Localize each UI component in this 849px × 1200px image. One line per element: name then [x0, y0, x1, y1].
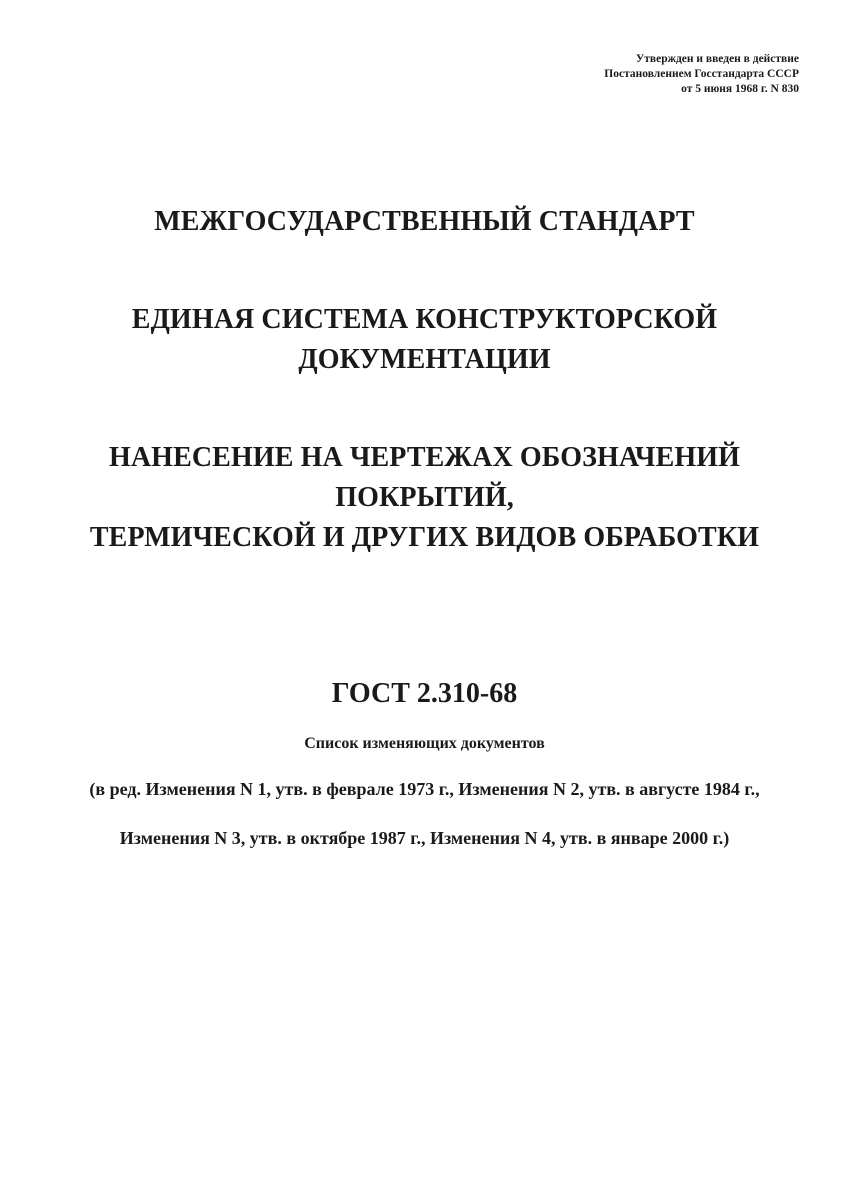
- document-title-line-1: НАНЕСЕНИЕ НА ЧЕРТЕЖАХ ОБОЗНАЧЕНИЙ: [108, 442, 740, 473]
- system-name-line-2: ДОКУМЕНТАЦИИ: [298, 344, 551, 375]
- gost-number: ГОСТ 2.310-68: [331, 678, 518, 709]
- approval-line-3: от 5 июня 1968 г. N 830: [681, 83, 799, 95]
- approval-line-2: Постановлением Госстандарта СССР: [604, 68, 799, 80]
- system-name-line-1: ЕДИНАЯ СИСТЕМА КОНСТРУКТОРСКОЙ: [131, 304, 718, 335]
- approval-note: [604, 52, 799, 97]
- standard-type-heading: [0, 202, 849, 242]
- system-name-heading: [0, 300, 849, 380]
- standard-type-text: МЕЖГОСУДАРСТВЕННЫЙ СТАНДАРТ: [154, 206, 695, 237]
- document-title: [0, 438, 849, 558]
- approval-line-1: Утвержден и введен в действие: [635, 53, 799, 65]
- changes-line-2: Изменения N 3, утв. в октябре 1987 г., Изменения N 4, утв. в январе 2000 г.): [119, 828, 730, 848]
- changes-line-1: (в ред. Изменения N 1, утв. в феврале 1973 г., Изменения N 2, утв. в августе 1984 г.,: [89, 779, 760, 799]
- document-title-line-2: ПОКРЫТИЙ,: [335, 482, 514, 513]
- changes-list-heading: Список изменяющих документов: [304, 735, 545, 752]
- document-title-line-3: ТЕРМИЧЕСКОЙ И ДРУГИХ ВИДОВ ОБРАБОТКИ: [89, 522, 760, 553]
